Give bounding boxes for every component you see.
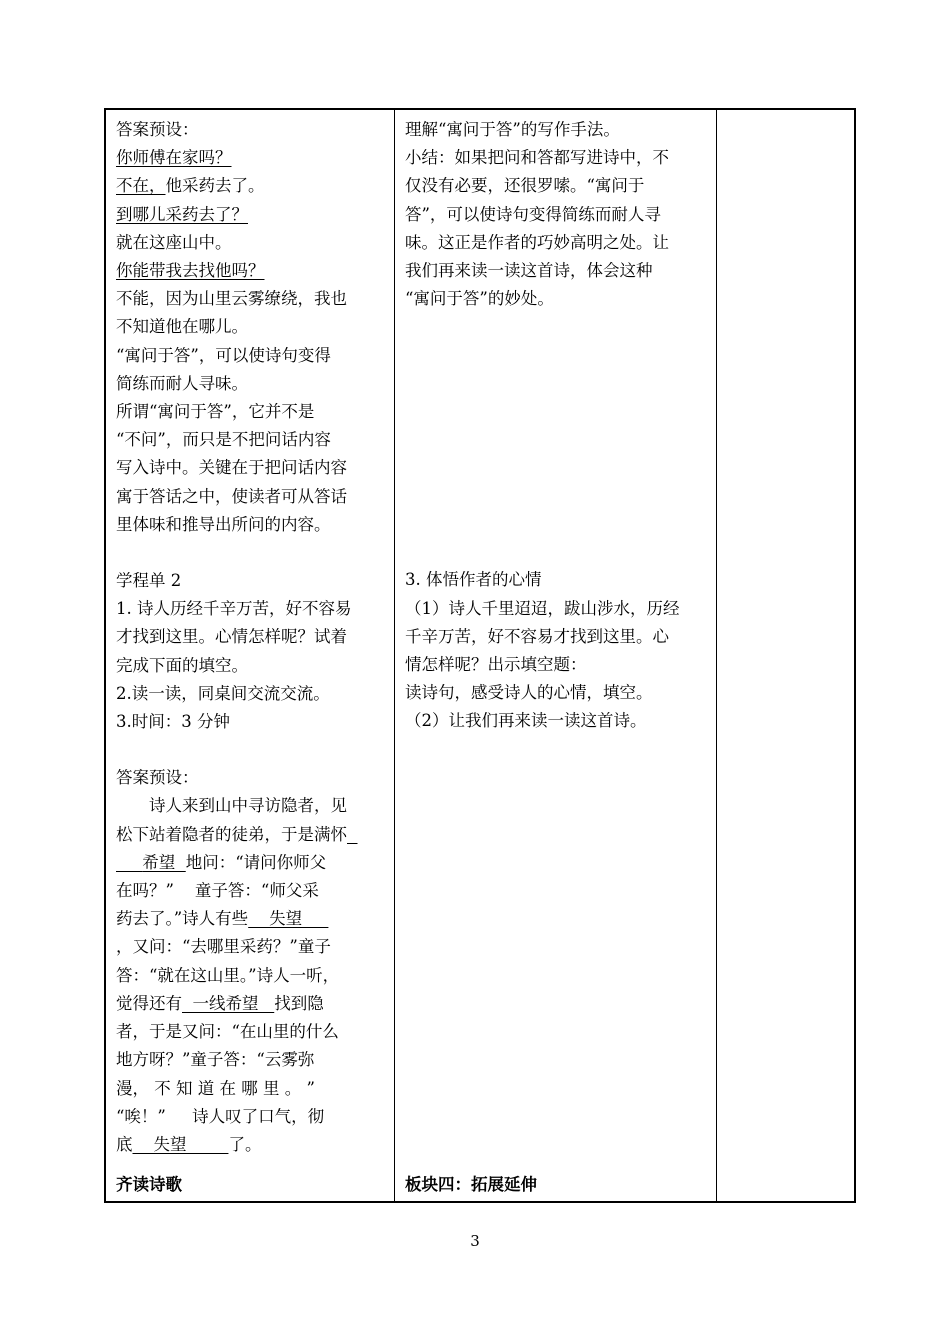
- worksheet-step: 才找到这里。心情怎样呢？试着: [116, 627, 347, 647]
- teaching-text: 我们再来读一读这首诗，体会这种: [405, 261, 653, 281]
- worksheet-step: 1. 诗人历经千辛万苦，好不容易: [116, 599, 352, 619]
- lesson-plan-table: [104, 108, 856, 1203]
- fill-in-text: “唉！” 诗人叹了口气，彻: [116, 1106, 325, 1126]
- answer-label: 答案预设：: [116, 120, 199, 139]
- question-text: 你能带我去找他吗？: [116, 261, 265, 281]
- step-title: 3. 体悟作者的心情: [405, 570, 542, 590]
- fill-in-text: 地方呀？”童子答：“云雾弥: [116, 1050, 315, 1070]
- worksheet-step: 完成下面的填空。: [116, 655, 248, 675]
- answer-text: 不知道他在哪儿。: [116, 317, 248, 337]
- explanation-text: “不问”，而只是不把问话内容: [116, 430, 331, 450]
- question-text: 你师傅在家吗？: [116, 148, 232, 168]
- answer-text: 就在这座山中。: [116, 232, 232, 252]
- teacher-activity-column: [395, 110, 717, 1201]
- notes-column: [717, 110, 856, 1201]
- worksheet-step: 3.时间：3 分钟: [116, 712, 230, 732]
- teaching-text: 答”，可以使诗句变得简练而耐人寻: [405, 204, 661, 224]
- teaching-text: 理解“寓问于答”的写作手法。: [405, 120, 620, 139]
- teaching-text: （2）让我们再来读一读这首诗。: [405, 711, 647, 731]
- fill-in-text: 松下站着隐者的徒弟，于是满怀: [116, 824, 347, 844]
- student-activity-column: [106, 110, 395, 1201]
- fill-in-text: 觉得还有 一线希望 找到隐: [116, 993, 324, 1013]
- explanation-text: 简练而耐人寻味。: [116, 373, 248, 393]
- teaching-text: “寓问于答”的妙处。: [405, 289, 554, 309]
- fill-in-text: 在吗？” 童子答：“师父采: [116, 881, 319, 901]
- worksheet-step: 2.读一读，同桌间交流交流。: [116, 683, 330, 703]
- fill-in-text: 答：“就在这山里。”诗人一听，: [116, 965, 340, 985]
- answer-text: 不能，因为山里云雾缭绕，我也: [116, 289, 347, 309]
- fill-in-text: 诗人来到山中寻访隐者，见: [149, 796, 347, 816]
- section-heading: 齐读诗歌: [116, 1175, 182, 1194]
- fill-in-text: ，又问：“去哪里采药？”童子: [116, 937, 331, 957]
- teaching-text: 味。这正是作者的巧妙高明之处。让: [405, 232, 669, 252]
- page-number: 3: [470, 1232, 480, 1250]
- answer-label: 答案预设：: [116, 768, 199, 788]
- explanation-text: 寓于答话之中，使读者可从答话: [116, 486, 347, 506]
- teaching-text: 仅没有必要，还很罗嗦。“寓问于: [405, 176, 645, 196]
- fill-in-text: 希望 地问：“请问你师父: [116, 852, 327, 872]
- fill-in-text: 者，于是又问：“在山里的什么: [116, 1022, 339, 1042]
- explanation-text: “寓问于答”，可以使诗句变得: [116, 345, 331, 365]
- question-text: 到哪儿采药去了？: [116, 204, 248, 224]
- teaching-text: （1）诗人千里迢迢，跋山涉水，历经: [405, 598, 680, 618]
- teaching-text: 读诗句，感受诗人的心情，填空。: [405, 683, 653, 703]
- teaching-text: 千辛万苦，好不容易才找到这里。心: [405, 626, 669, 646]
- explanation-text: 所谓“寓问于答”，它并不是: [116, 402, 315, 422]
- worksheet-title: 学程单 2: [116, 571, 182, 591]
- explanation-text: 里体味和推导出所问的内容。: [116, 514, 331, 534]
- answer-text: 不在，他采药去了。: [116, 176, 265, 196]
- section-heading: 板块四：拓展延伸: [405, 1175, 537, 1194]
- explanation-text: 写入诗中。关键在于把问话内容: [116, 458, 347, 478]
- teaching-text: 小结：如果把问和答都写进诗中，不: [405, 148, 669, 168]
- fill-in-text: 药去了。”诗人有些 失望: [116, 909, 329, 929]
- teaching-text: 情怎样呢？出示填空题：: [405, 655, 587, 675]
- fill-in-text: 底 失望 了。: [116, 1134, 262, 1154]
- fill-in-text: 漫， 不 知 道 在 哪 里 。 ”: [116, 1078, 315, 1098]
